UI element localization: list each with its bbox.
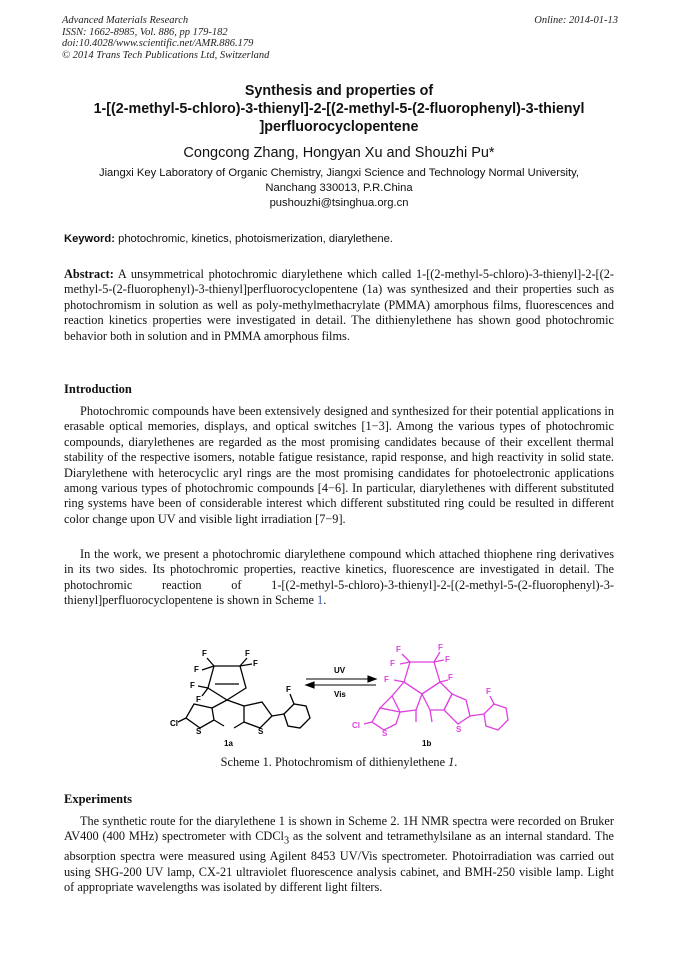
keywords-label: Keyword:: [64, 233, 115, 245]
experiments-paragraph-1-a: The synthetic route for the diarylethene 1 is shown in Scheme 2. 1H NMR spectra were recorded on Bruker AV400 (400 MHz) spectrometer with CDCl: [64, 814, 614, 844]
1a-f-2: F: [194, 665, 199, 674]
1b-f-4: F: [445, 655, 450, 664]
1a-s-1: S: [196, 727, 202, 736]
affiliation-line-2: Nanchang 330013, P.R.China: [265, 182, 413, 194]
introduction-heading: Introduction: [64, 382, 132, 396]
1a-f-3: F: [245, 649, 250, 658]
scheme-caption-end: .: [454, 755, 458, 769]
1b-s-2: S: [456, 725, 462, 734]
1a-f-1: F: [202, 649, 207, 658]
equilibrium-arrows: [306, 676, 376, 688]
keywords-text: photochromic, kinetics, photoismerization, diarylethene.: [114, 233, 393, 245]
online-date: Online: 2014-01-13: [534, 15, 618, 26]
1a-s-2: S: [258, 727, 264, 736]
authors: Congcong Zhang, Hongyan Xu and Shouzhi Pu*: [183, 145, 495, 161]
author-email: pushouzhi@tsinghua.org.cn: [269, 197, 409, 209]
introduction-paragraph-1: Photochromic compounds have been extensively designed and synthesized for their potential applications in erasable optical memories, displays, and optical switches [1−3]. Among the various types of photochromic compounds, diarylethenes are regarded as the most promising candidates because of their excellent thermal stability of the respective isomers, notable fatigue resistance, rapid response, and high reactivity in solid state. Diarylethene with heterocyclic aryl rings are the most promising candidates for photoelectronic applications among various types of photochromic compounds [4−6]. In particular, diarylethenes with different substituted ring systems have been of considerable interest which different substituted ring could be resulted in different color change upon UV and visible light irradiation [7−9].: [64, 404, 614, 526]
title-line-1: Synthesis and properties of: [244, 83, 434, 99]
1a-f-phenyl: F: [286, 685, 291, 694]
scheme-caption-number: 1: [448, 755, 455, 769]
experiments-paragraph-1-b: as the solvent and tetramethylsilane as an internal standard. The absorption spectra were measured using Agilent 8453 UV/Vis spectrometer. Photoirradiation was carried out using SHG-200 UV lamp, CX-21 ultraviolet fluorescence analysis cabinet, and BMH-250 visible lamp. Light of appropriate wavelengths was isolated by different light filters.: [64, 829, 614, 895]
introduction-paragraph-2-text: In the work, we present a photochromic diarylethene compound which attached thiophene ring derivatives in its two sides. Its photochromic properties, reactive kinetics, fluorescence are investigated in detail. The photochromic reaction of 1-[(2-methyl-5-chloro)-3-thienyl]-2-[(2-methyl-5-(2-fluorophenyl)-3-thienyl]perfluorocyclopentene is shown in Scheme: [64, 547, 614, 608]
1b-f-5: F: [384, 675, 389, 684]
1a-cl: Cl: [170, 719, 178, 728]
introduction-paragraph-2: [64, 547, 614, 609]
copyright-line: © 2014 Trans Tech Publications Ltd, Switzerland: [62, 49, 270, 61]
compound-1b-atoms: [352, 643, 491, 738]
doi-line: doi:10.4028/www.scientific.net/AMR.886.179: [62, 38, 254, 49]
uv-label: UV: [334, 666, 346, 675]
journal-header: [62, 15, 618, 61]
scheme-caption: [64, 755, 614, 770]
compound-1a-label: 1a: [224, 739, 233, 748]
abstract-text: A unsymmetrical photochromic diarylethene which called 1-[(2-methyl-5-chloro)-3-thienyl]-2-[(2-methyl-5-(2-fluorophenyl)-3-thienyl]perfluorocyclopentene (1a) was synthesized and their properties such as photochromism in solution as well as poly-methylmethacrylate (PMMA) amorphous films, fluorescences and reaction kinetics properties were investigated in detail. The dithienylethene has shown good photochromic behavior both in solution and in PMMA amorphous films.: [64, 267, 614, 343]
compound-1a-atoms: [170, 649, 291, 736]
experiments-heading: Experiments: [64, 792, 133, 806]
title-line-2: 1-[(2-methyl-5-chloro)-3-thienyl]-2-[(2-methyl-5-(2-fluorophenyl)-3-thienyl: [93, 101, 585, 117]
1b-f-6: F: [448, 673, 453, 682]
vis-label: Vis: [334, 690, 346, 699]
1a-f-6: F: [196, 695, 201, 704]
compound-1b-label: 1b: [422, 739, 432, 748]
affiliation: [40, 166, 638, 211]
abstract: [64, 267, 614, 344]
1b-s-1: S: [382, 729, 388, 738]
journal-name: Advanced Materials Research: [62, 15, 189, 26]
scheme-1-figure: [172, 636, 512, 754]
experiments-paragraph-1: [64, 814, 614, 895]
introduction-paragraph-2-end: .: [323, 593, 327, 608]
title-line-3: ]perfluorocyclopentene: [259, 119, 419, 135]
1b-cl: Cl: [352, 721, 360, 730]
1a-f-5: F: [190, 681, 195, 690]
paper-title: [40, 82, 638, 136]
keywords: [64, 232, 616, 247]
1b-f-phenyl: F: [486, 687, 491, 696]
affiliation-line-1: Jiangxi Key Laboratory of Organic Chemistry, Jiangxi Science and Technology Normal University,: [98, 167, 580, 179]
issn-line: ISSN: 1662-8985, Vol. 886, pp 179-182: [62, 26, 228, 38]
abstract-label: Abstract:: [64, 267, 114, 281]
1b-f-1: F: [396, 645, 401, 654]
1b-f-2: F: [390, 659, 395, 668]
scheme-link[interactable]: 1: [317, 593, 324, 608]
1a-f-4: F: [253, 659, 258, 668]
scheme-caption-text: Scheme 1. Photochromism of dithienylethene: [220, 755, 449, 769]
1b-f-3: F: [438, 643, 443, 652]
cdcl3-subscript: 3: [283, 835, 290, 847]
